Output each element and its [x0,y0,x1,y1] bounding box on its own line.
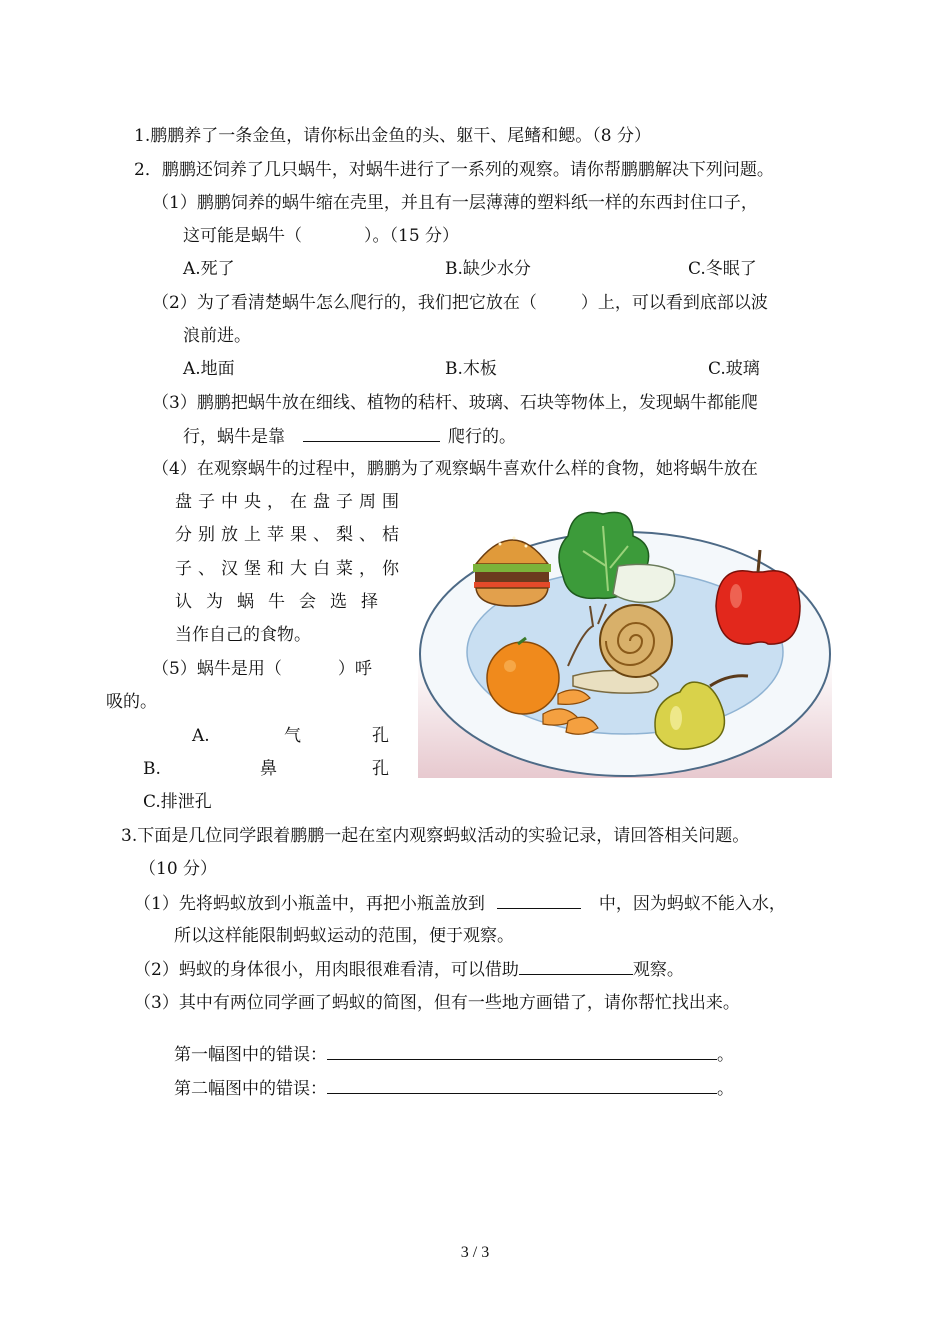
error-line-1: 第一幅图中的错误： 。 [174,1045,734,1065]
q2-part3-line1: （3）鹏鹏把蜗牛放在细线、植物的秸杆、玻璃、石块等物体上，发现蜗牛都能爬 [152,393,758,413]
q2-part4-line1: （4）在观察蜗牛的过程中，鹏鹏为了观察蜗牛喜欢什么样的食物，她将蜗牛放在 [152,459,758,479]
q2-part1-option-a: A.死了 [183,259,235,279]
question-2-intro: 2．鹏鹏还饲养了几只蜗牛，对蜗牛进行了一系列的观察。请你帮鹏鹏解决下列问题。 [134,160,774,180]
q2-part5-option-b-letter: B. [143,759,161,779]
q2-part4-line5: 认为蜗牛会选择 [175,592,392,612]
answer-blank[interactable] [327,1043,717,1060]
q2-part5-option-b-char1: 鼻 [260,759,277,779]
q3-part3: （3）其中有两位同学画了蚂蚁的简图，但有一些地方画错了，请你帮忙找出来。 [134,993,740,1013]
answer-blank[interactable] [497,892,581,909]
q2-part5-option-a-letter: A. [192,726,210,746]
q2-part2-option-c: C.玻璃 [708,359,760,379]
q3-part1-line1: （1）先将蚂蚁放到小瓶盖中，再把小瓶盖放到 中，因为蚂蚁不能入水， [134,894,786,914]
question-1: 1.鹏鹏养了一条金鱼，请你标出金鱼的头、躯干、尾鳍和鳃。（8 分） [134,126,651,146]
q2-part1-option-c: C.冬眠了 [688,259,757,279]
q2-part1-option-b: B.缺少水分 [445,259,531,279]
q2-part5-option-a-char2: 孔 [372,726,389,746]
q2-part3-line2: 行，蜗牛是靠 爬行的。 [183,427,516,447]
q3-part2: （2）蚂蚁的身体很小，用肉眼很难看清，可以借助 观察。 [134,960,684,980]
q2-part5-option-b-char2: 孔 [372,759,389,779]
q2-part1-line1: （1）鹏鹏饲养的蜗牛缩在壳里，并且有一层薄薄的塑料纸一样的东西封住口子， [152,193,758,213]
snail-plate-illustration [418,506,832,778]
q2-part2-option-a: A.地面 [183,359,235,379]
q2-part4-line6: 当作自己的食物。 [175,625,311,645]
q2-part4-line2: 盘子中央，在盘子周围 [175,492,405,512]
answer-blank[interactable] [303,425,440,442]
question-3-intro: 3.下面是几位同学跟着鹏鹏一起在室内观察蚂蚁活动的实验记录，请回答相关问题。 [121,826,750,846]
page-number: 3 / 3 [460,1244,490,1261]
error-line-2: 第二幅图中的错误： 。 [174,1079,734,1099]
q2-part4-line3: 分别放上苹果、梨、桔 [175,525,405,545]
q3-part1-line2: 所以这样能限制蚂蚁运动的范围，便于观察。 [174,926,514,946]
q2-part5-option-c: C.排泄孔 [143,792,212,812]
q2-part5-line1: （5）蜗牛是用（ ）呼 [152,659,372,679]
answer-blank[interactable] [519,958,633,975]
q2-part5-line2: 吸的。 [106,692,157,712]
q2-part4-line4: 子、汉堡和大白菜，你 [175,559,405,579]
question-3-score: （10 分） [139,859,218,879]
q2-part2-line1: （2）为了看清楚蜗牛怎么爬行的，我们把它放在（ ）上，可以看到底部以波 [152,293,768,313]
q2-part2-line2: 浪前进。 [183,326,251,346]
q2-part1-line2: 这可能是蜗牛（ ）。（15 分） [183,226,460,246]
q2-part2-option-b: B.木板 [445,359,497,379]
q2-part5-option-a-char1: 气 [284,726,301,746]
answer-blank[interactable] [327,1077,717,1094]
